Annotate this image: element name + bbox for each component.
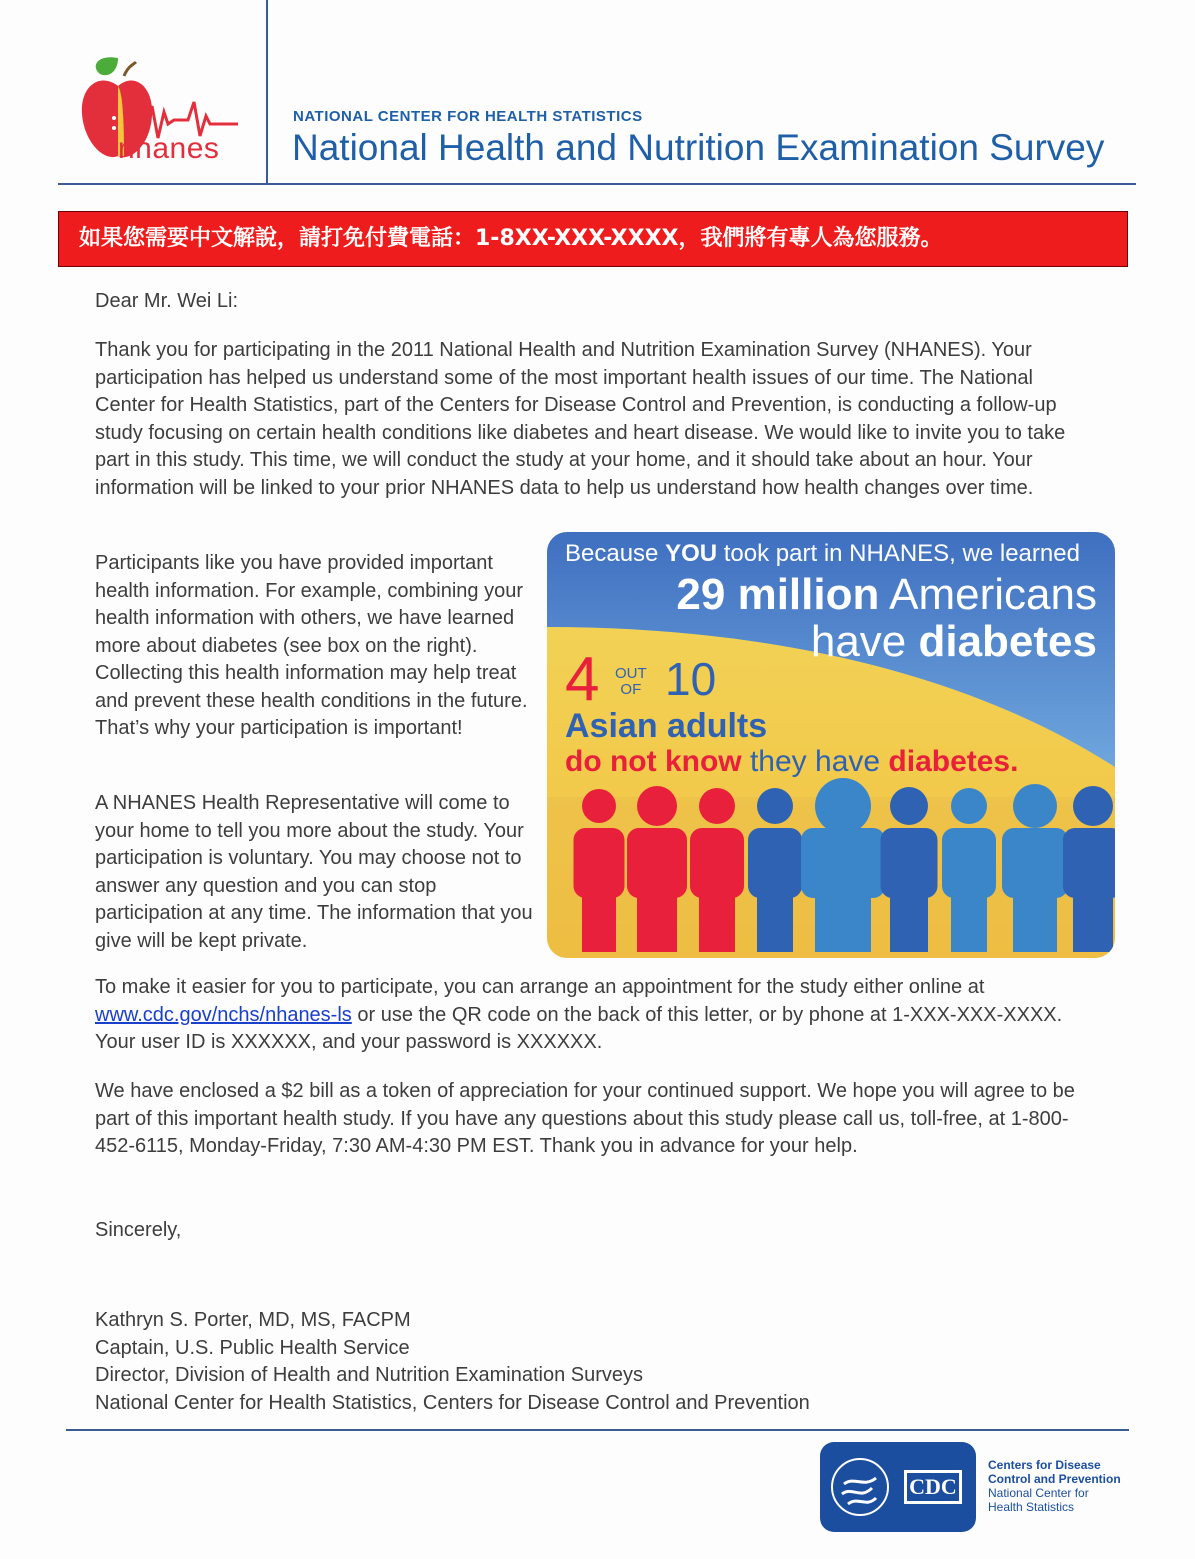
diabetes-word-2: diabetes	[888, 745, 1011, 778]
diabetes-infographic	[547, 532, 1115, 958]
cdc-line-3: National Center for	[988, 1486, 1089, 1500]
nhanes-wordmark: nhanes	[118, 132, 220, 165]
appointment-text-before: To make it easier for you to participate, you can arrange an appointment for the study either online at	[95, 976, 985, 998]
paragraph-representative: A NHANES Health Representative will come to your home to tell you more about the study. Your participation is voluntary. You may choose not to answer any question and you can stop participation at any time. The information that you give will be kept private.	[95, 792, 533, 952]
hhs-cdc-logo-badge	[820, 1442, 976, 1532]
person-icon	[942, 788, 996, 952]
person-icon	[801, 778, 885, 952]
survey-title: National Health and Nutrition Examination Survey	[292, 127, 1105, 168]
signer-name: Kathryn S. Porter, MD, MS, FACPM	[95, 1309, 411, 1331]
intro-you: YOU	[665, 540, 718, 567]
people-icons	[547, 772, 1115, 958]
stat-americans	[676, 570, 1097, 620]
intro-post: took part in NHANES, we learned	[717, 540, 1080, 567]
have-word: have	[810, 617, 919, 666]
paragraph-appointment	[95, 974, 1095, 1057]
diabetes-word: diabetes	[918, 617, 1097, 666]
period: .	[1010, 745, 1019, 778]
cdc-line-2: Control and Prevention	[988, 1472, 1121, 1486]
closing: Sincerely,	[95, 1219, 182, 1241]
signer-title-3: National Center for Health Statistics, Centers for Disease Control and Prevention	[95, 1391, 810, 1414]
paragraph-token: We have enclosed a $2 bill as a token of appreciation for your continued support. We hope you will agree to be part of this important health study. If you have any questions about this study please call us, toll-free, at 1-800-452-6115, Monday-Friday, 7:30 AM-4:30 PM EST. Thank you in advance for your help.	[95, 1080, 1075, 1157]
person-icon	[1063, 786, 1115, 952]
appointment-text-after: or use the QR code on the back of this letter, or by phone at 1-XXX-XXX-XXXX. Your user ID is XXXXXX, and your password is XXXXXX.	[95, 1003, 1063, 1053]
header-divider-vertical	[266, 0, 268, 185]
agency-name: NATIONAL CENTER FOR HEALTH STATISTICS	[293, 108, 643, 125]
stat-ten: 10	[665, 653, 717, 705]
they-have: they have	[741, 745, 889, 778]
signer-title-2: Director, Division of Health and Nutrition Examination Surveys	[95, 1364, 644, 1386]
stat-29-million: 29 million	[676, 570, 880, 619]
stat-americans-word: Americans	[879, 570, 1097, 619]
person-icon	[748, 788, 802, 952]
cdc-line-4: Health Statistics	[988, 1500, 1075, 1514]
person-icon	[1002, 784, 1068, 952]
do-not-know: do not know	[565, 745, 742, 778]
cdc-label: CDC	[909, 1474, 957, 1499]
person-icon	[574, 789, 625, 952]
stat-have-diabetes	[811, 617, 1097, 667]
cdc-wordmark	[988, 1458, 1121, 1514]
signature-block	[95, 1307, 810, 1417]
person-icon	[627, 786, 687, 952]
paragraph-intro: Thank you for participating in the 2011 National Health and Nutrition Examination Survey (NHANES). Your participation has helped us understand some of the most important health issues of our time. The National Center for Health Statistics, part of the Centers for Disease Control and Prevention, is conducting a follow-up study focusing on certain health conditions like diabetes and heart disease. We would like to invite you to take part in this study. This time, we will conduct the study at your home, and it should take about an hour. Your information will be linked to your prior NHANES data to help us understand how health changes over time.	[95, 339, 1066, 499]
salutation: Dear Mr. Wei Li:	[95, 290, 238, 312]
of-word: OF	[620, 681, 642, 698]
footer-divider	[66, 1429, 1129, 1431]
person-icon	[690, 788, 744, 952]
chinese-language-banner: 如果您需要中文解說，請打免付費電話：1-8XX-XXX-XXXX，我們將有專人為您服務。	[58, 211, 1128, 267]
out-word: OUT	[615, 665, 647, 682]
infographic-intro	[565, 540, 1080, 568]
cdc-line-1: Centers for Disease	[988, 1458, 1101, 1472]
nhanes-ls-link[interactable]: www.cdc.gov/nchs/nhanes-ls	[95, 1003, 352, 1026]
stat-four: 4	[565, 645, 600, 714]
signer-title-1: Captain, U.S. Public Health Service	[95, 1336, 410, 1359]
asian-adults: Asian adults	[565, 707, 768, 745]
intro-pre: Because	[565, 540, 666, 567]
header-divider	[58, 183, 1136, 185]
paragraph-participants: Participants like you have provided important health information. For example, combining your health information with others, we have learned more about diabetes (see box on the right). Collecting this health information may help treat and prevent these health conditions in the future. That’s why your participation is important!	[95, 552, 528, 739]
stat-out-of	[615, 666, 647, 698]
person-icon	[881, 787, 938, 952]
